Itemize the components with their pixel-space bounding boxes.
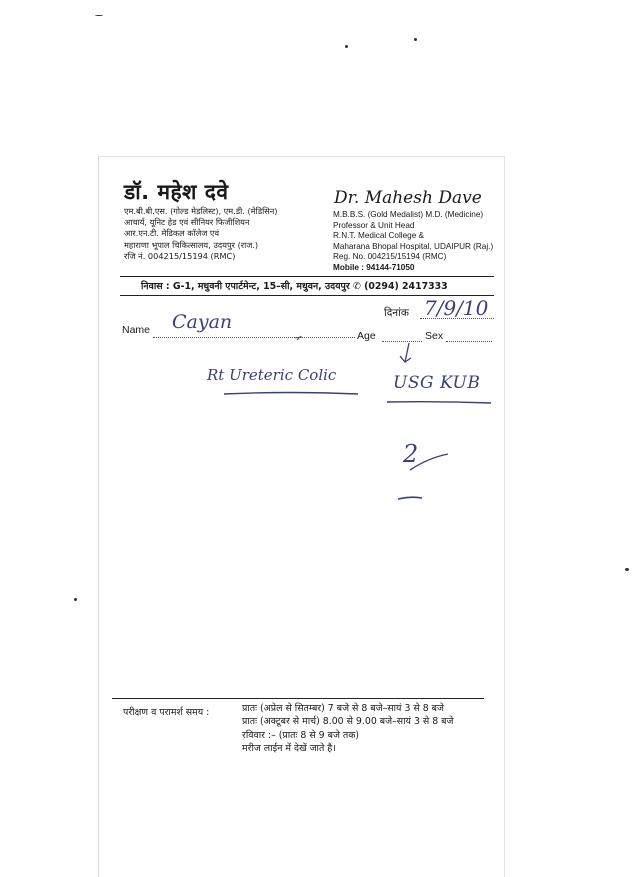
patient-name-handwritten: Cayan xyxy=(172,311,233,333)
en-line: Reg. No. 004215/15194 (RMC) xyxy=(333,252,447,262)
diagnosis-underline xyxy=(222,388,362,398)
timing-line: प्रातः (अप्रेल से सितम्बर) 7 बजे से 8 बजे–सायं 3 से 8 बजे xyxy=(242,703,444,714)
en-line: R.N.T. Medical College & xyxy=(333,231,425,241)
doctor-name-english: Dr. Mahesh Dave xyxy=(334,188,482,208)
date-label: दिनांक xyxy=(384,307,409,319)
en-line: M.B.B.S. (Gold Medalist) M.D. (Medicine) xyxy=(333,210,484,219)
hi-line: आचार्य, यूनिट हेड एवं सीनियर फिजीशियन xyxy=(124,217,250,228)
diagnosis-handwritten: Rt Ureteric Colic xyxy=(207,366,337,384)
residence-address: निवास : G-1, मधुवनी एपार्टमेन्ट, 15–सी, मधुवन, उदयपुर ✆ (0294) 2417333 xyxy=(141,281,448,292)
age-label: Age xyxy=(357,330,376,342)
consultation-timing-label: परीक्षण व परामर्श समय : xyxy=(123,707,210,718)
name-line[interactable] xyxy=(153,337,355,338)
scan-speck xyxy=(625,568,629,571)
doctor-name-hindi: डॉ. महेश दवे xyxy=(124,180,229,204)
tick-mark xyxy=(395,340,415,372)
footer-rule xyxy=(112,698,484,699)
sex-label: Sex xyxy=(425,330,444,342)
hi-line: महाराणा भूपाल चिकित्सालय, उदयपुर (राज.) xyxy=(124,239,259,250)
scan-speck xyxy=(345,45,348,48)
timing-line: रविवार :– (प्रातः 8 से 9 बजे तक) xyxy=(242,729,360,741)
mobile-number: Mobile : 94144-71050 xyxy=(333,262,415,272)
sex-line[interactable] xyxy=(446,341,492,342)
address-rule-top xyxy=(120,276,494,277)
scan-speck xyxy=(414,38,417,41)
handwritten-dash xyxy=(396,490,426,504)
ink-smudge xyxy=(294,334,304,342)
timing-line: प्रातः (अक्टूबर से मार्च) 8.00 से 9.00 बजे–सायं 3 से 8 बजे xyxy=(242,716,454,728)
qualifications-hindi xyxy=(124,206,277,262)
name-label: Name xyxy=(122,324,151,336)
consultation-timings xyxy=(242,702,453,756)
date-handwritten: 7/9/10 xyxy=(424,296,489,320)
qualifications-english xyxy=(333,210,493,274)
timing-line: मरीज लाईन में देखें जाते है। xyxy=(242,743,336,755)
scan-speck xyxy=(95,15,103,16)
handwritten-stroke xyxy=(408,448,452,476)
investigation-underline xyxy=(385,396,495,406)
hi-line: रजि नं. 004215/15194 (RMC) xyxy=(124,250,236,261)
investigation-handwritten: USG KUB xyxy=(393,373,481,393)
en-line: Professor & Unit Head xyxy=(333,220,415,230)
hi-line: आर.एन.टी. मेडिकल कॉलेज एवं xyxy=(124,228,220,239)
scan-speck xyxy=(74,598,77,601)
handwritten-mark: 2 xyxy=(403,440,419,468)
en-line: Maharana Bhopal Hospital, UDAIPUR (Raj.) xyxy=(333,241,494,251)
hi-line: एम.बी.बी.एस. (गोल्ड मेडलिस्ट), एम.डी. (मेडिसिन) xyxy=(124,206,278,216)
